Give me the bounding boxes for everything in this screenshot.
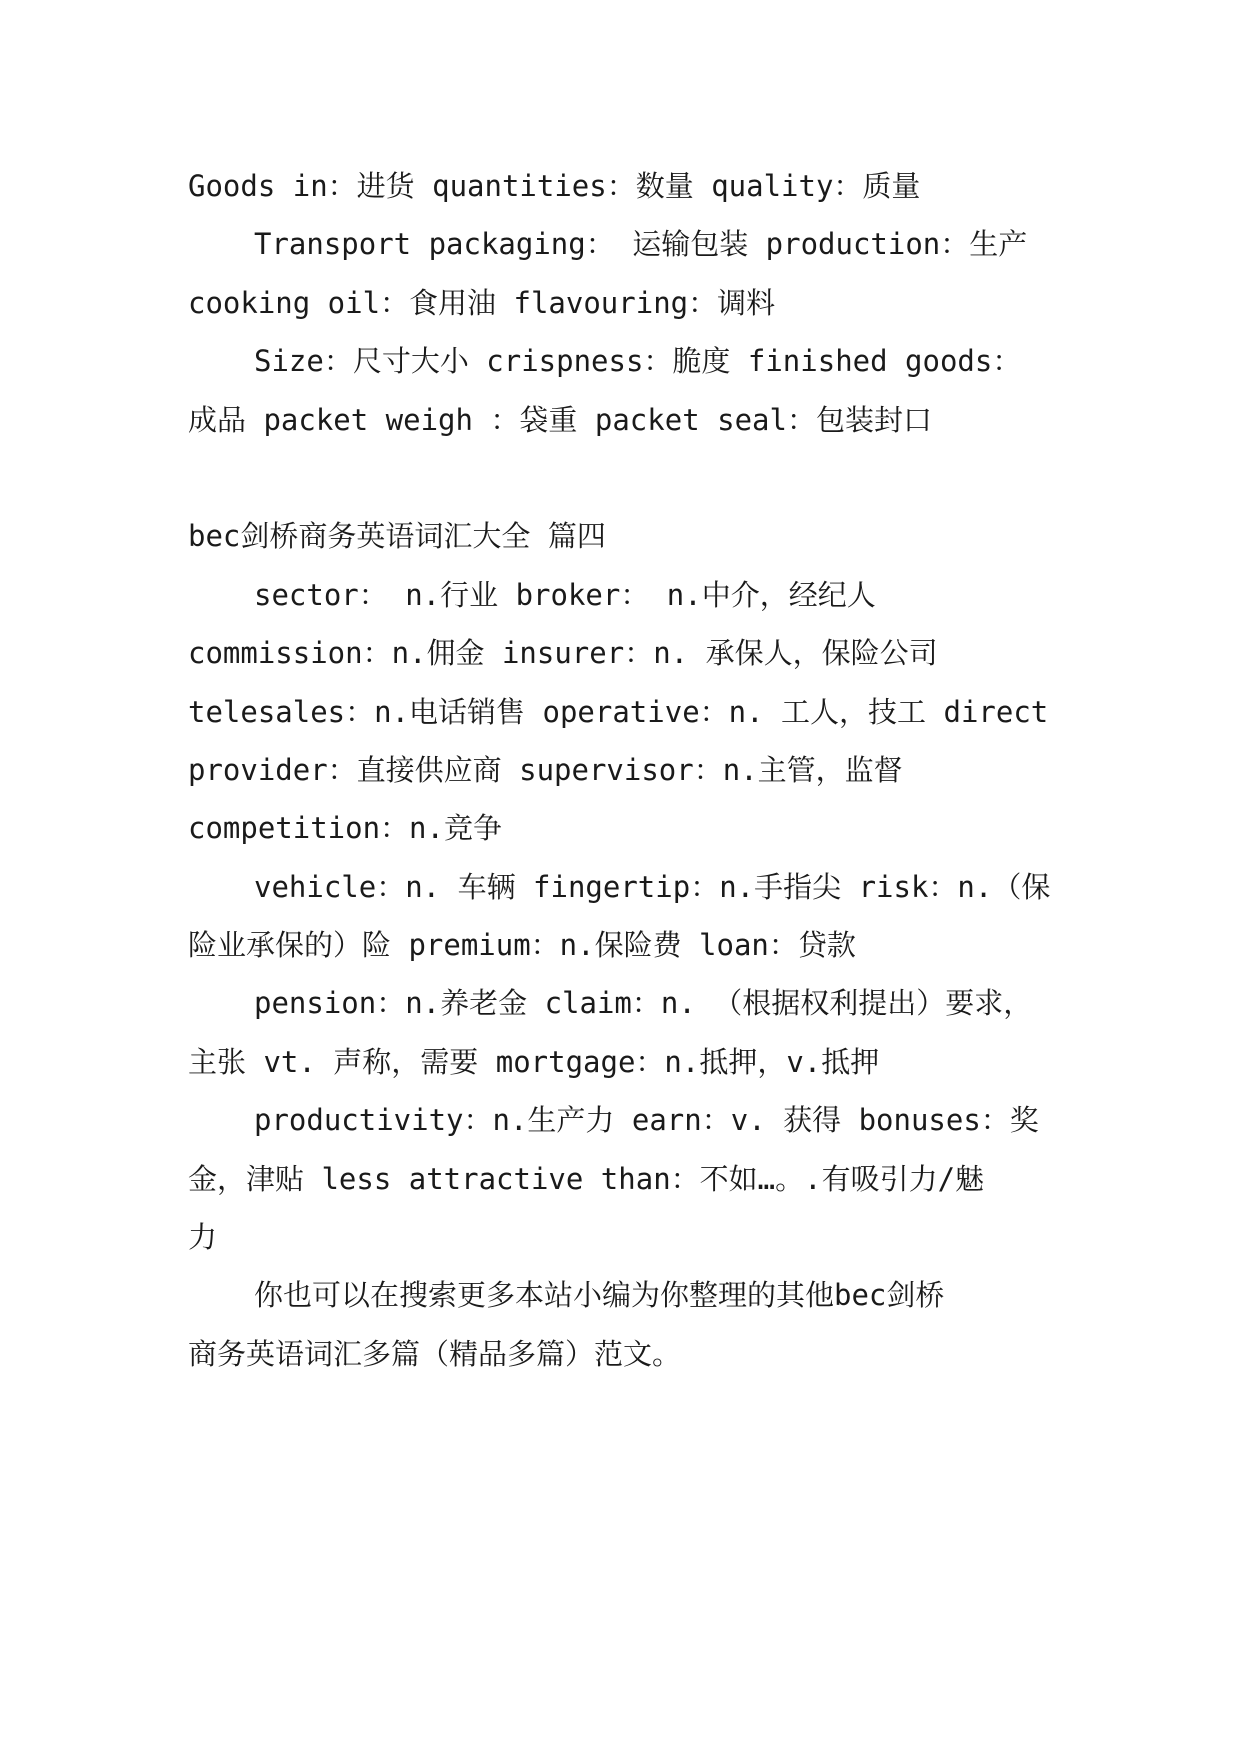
text-line: 金，津贴 less attractive than：不如…。.有吸引力/魅 [188,1161,985,1196]
paragraph-size [188,332,1054,449]
paragraph-transport-packaging [188,215,1054,332]
text-line: 成品 packet weigh ：袋重 packet seal：包装封口 [188,402,932,437]
text-line: Size：尺寸大小 crispness：脆度 finished goods： [254,344,1022,379]
text-line: productivity：n.生产力 earn：v. 获得 bonuses：奖 [254,1103,1039,1138]
paragraph-closing-note [188,1266,1054,1383]
text-line: commission：n.佣金 insurer：n. 承保人，保险公司 [188,636,938,671]
paragraph-goods-in [188,157,1054,215]
text-line: 主张 vt. 声称，需要 mortgage：n.抵押，v.抵押 [188,1044,880,1079]
paragraph-productivity [188,1091,1054,1266]
text-line: sector： n.行业 broker： n.中介，经纪人 [254,577,876,612]
document-page [188,157,1054,1383]
blank-line [188,449,1054,507]
text-line: provider：直接供应商 supervisor：n.主管，监督 [188,752,903,787]
text-line: 险业承保的）险 premium：n.保险费 loan：贷款 [188,928,856,963]
text-line: pension：n.养老金 claim：n. （根据权利提出）要求， [254,986,1033,1021]
paragraph-vehicle [188,858,1054,975]
text-line: vehicle：n. 车辆 fingertip：n.手指尖 risk：n.（保 [254,869,1051,904]
text-line: 力 [188,1220,218,1255]
text-line: Transport packaging： 运输包装 production：生产 [254,227,1028,262]
text-line: competition：n.竞争 [188,811,502,846]
paragraph-pension [188,974,1054,1091]
text-line: Goods in：进货 quantities：数量 quality：质量 [188,169,921,203]
paragraph-sector [188,566,1054,858]
text-line: 你也可以在搜索更多本站小编为你整理的其他bec剑桥 [254,1278,945,1313]
text-line: 商务英语词汇多篇（精品多篇）范文。 [188,1336,682,1371]
text-line: cooking oil：食用油 flavouring：调料 [188,285,776,320]
text-line: telesales：n.电话销售 operative：n. 工人，技工 direct [188,694,1049,729]
section-heading: bec剑桥商务英语词汇大全 篇四 [188,519,606,554]
